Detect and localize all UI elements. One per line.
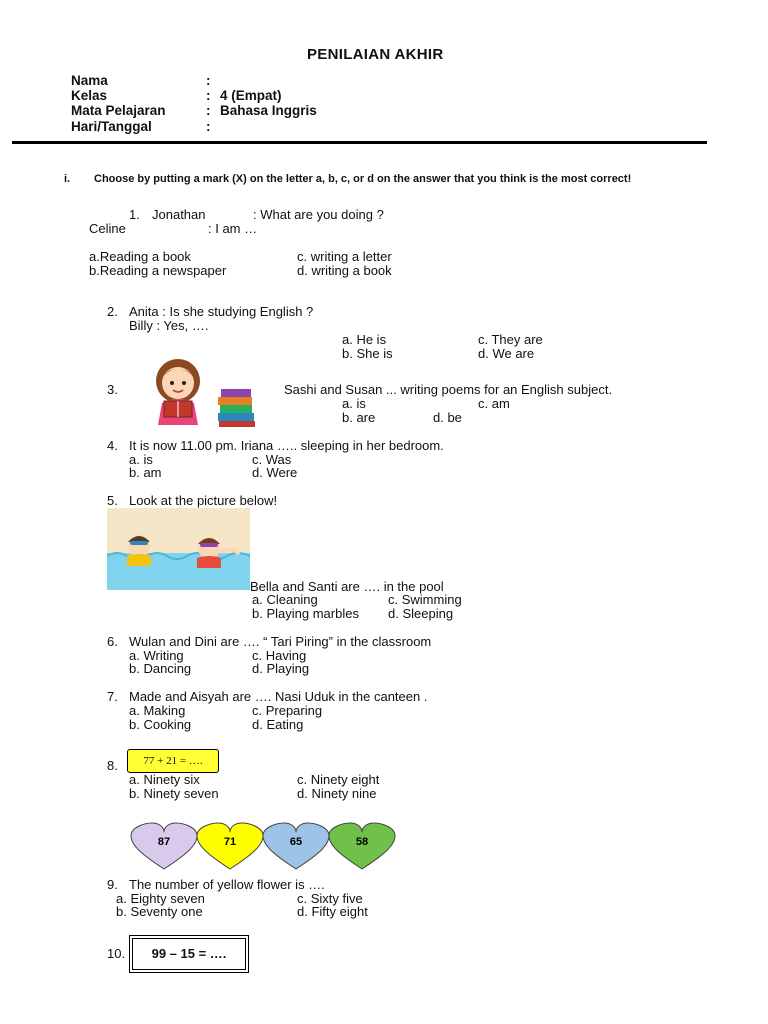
heart-shape	[131, 823, 197, 869]
field-sep: :	[206, 73, 211, 88]
q5-option-a: a. Cleaning	[252, 592, 318, 607]
instruction-number: i.	[64, 173, 71, 185]
page-title: PENILAIAN AKHIR	[307, 46, 444, 63]
q3-option-a: a. is	[342, 396, 366, 411]
q7-option-a: a. Making	[129, 703, 186, 718]
heart-value: 71	[223, 836, 237, 849]
q3-option-b: b. are	[342, 410, 376, 425]
q10-number: 10.	[107, 946, 126, 961]
q9-option-d: d. Fifty eight	[297, 904, 368, 919]
q1-line1: : What are you doing ?	[253, 207, 384, 222]
field-sep: :	[206, 119, 211, 134]
q6-option-b: b. Dancing	[129, 661, 192, 676]
q6-option-d: d. Playing	[252, 661, 310, 676]
heart-shape	[263, 823, 329, 869]
q8-option-a: a. Ninety six	[129, 772, 200, 787]
q6-text: Wulan and Dini are …. “ Tari Piring” in the classroom	[129, 634, 432, 649]
q3-text: Sashi and Susan ... writing poems for an English subject.	[284, 382, 613, 397]
q5-option-d: d. Sleeping	[388, 606, 454, 621]
q4-text: It is now 11.00 pm. Iriana ….. sleeping in her bedroom.	[129, 438, 444, 453]
q2-option-c: c. They are	[478, 332, 543, 347]
q3-number: 3.	[107, 382, 118, 397]
q2-number: 2.	[107, 304, 118, 319]
field-value-kelas: 4 (Empat)	[220, 88, 282, 103]
q5-text: Look at the picture below!	[129, 493, 278, 508]
q6-option-c: c. Having	[252, 648, 307, 663]
heart-value: 58	[355, 836, 369, 849]
q8-option-d: d. Ninety nine	[297, 786, 377, 801]
heart-shape	[329, 823, 395, 869]
q1-number: 1.	[129, 207, 140, 222]
q1-speaker1: Jonathan	[152, 207, 206, 222]
q4-number: 4.	[107, 438, 118, 453]
q3-option-d: d. be	[433, 410, 462, 425]
q6-option-a: a. Writing	[129, 648, 184, 663]
q8-math-box: 77 + 21 = ….	[127, 749, 219, 773]
q7-text: Made and Aisyah are …. Nasi Uduk in the canteen .	[129, 689, 428, 704]
q1-line2: : I am …	[208, 221, 258, 236]
q6-number: 6.	[107, 634, 118, 649]
heart-value: 65	[289, 836, 303, 849]
field-label-hari: Hari/Tanggal	[71, 119, 152, 134]
q2-option-a: a. He is	[342, 332, 387, 347]
field-label-nama: Nama	[71, 73, 108, 88]
instruction-text: Choose by putting a mark (X) on the letter a, b, c, or d on the answer that you think is the most correct!	[94, 173, 632, 185]
hearts-row	[128, 820, 403, 872]
q5-option-b: b. Playing marbles	[252, 606, 359, 621]
header-divider	[12, 141, 707, 144]
q9-number: 9.	[107, 877, 118, 892]
field-value-mapel: Bahasa Inggris	[220, 103, 317, 118]
q2-line2: Billy : Yes, ….	[129, 318, 209, 333]
q5-text2: Bella and Santi are …. in the pool	[250, 579, 444, 594]
q9-option-c: c. Sixty five	[297, 891, 363, 906]
girl-reading-illustration	[148, 355, 258, 430]
field-sep: :	[206, 103, 211, 118]
q8-option-b: b. Ninety seven	[129, 786, 219, 801]
q9-option-a: a. Eighty seven	[116, 891, 205, 906]
swimming-kids-illustration	[107, 508, 250, 590]
q7-option-b: b. Cooking	[129, 717, 192, 732]
q7-number: 7.	[107, 689, 118, 704]
field-label-mapel: Mata Pelajaran	[71, 103, 166, 118]
field-label-kelas: Kelas	[71, 88, 108, 103]
field-sep: :	[206, 88, 211, 103]
q5-option-c: c. Swimming	[388, 592, 462, 607]
q2-option-d: d. We are	[478, 346, 535, 361]
q2-line1: Anita : Is she studying English ?	[129, 304, 314, 319]
q10-math-box	[129, 935, 249, 973]
q1-option-b: b.Reading a newspaper	[89, 263, 227, 278]
q9-text: The number of yellow flower is ….	[129, 877, 325, 892]
q9-option-b: b. Seventy one	[116, 904, 203, 919]
q3-option-c: c. am	[478, 396, 510, 411]
q7-option-d: d. Eating	[252, 717, 304, 732]
q5-number: 5.	[107, 493, 118, 508]
q4-option-d: d. Were	[252, 465, 298, 480]
q1-option-a: a.Reading a book	[89, 249, 191, 264]
q8-option-c: c. Ninety eight	[297, 772, 380, 787]
q1-option-d: d. writing a book	[297, 263, 392, 278]
q1-speaker2: Celine	[89, 221, 126, 236]
heart-shape	[197, 823, 263, 869]
q10-math-text: 99 – 15 = ….	[132, 938, 246, 970]
heart-value: 87	[157, 836, 171, 849]
q4-option-a: a. is	[129, 452, 153, 467]
q7-option-c: c. Preparing	[252, 703, 323, 718]
q1-option-c: c. writing a letter	[297, 249, 392, 264]
q4-option-c: c. Was	[252, 452, 292, 467]
q4-option-b: b. am	[129, 465, 162, 480]
q8-number: 8.	[107, 758, 118, 773]
q2-option-b: b. She is	[342, 346, 393, 361]
